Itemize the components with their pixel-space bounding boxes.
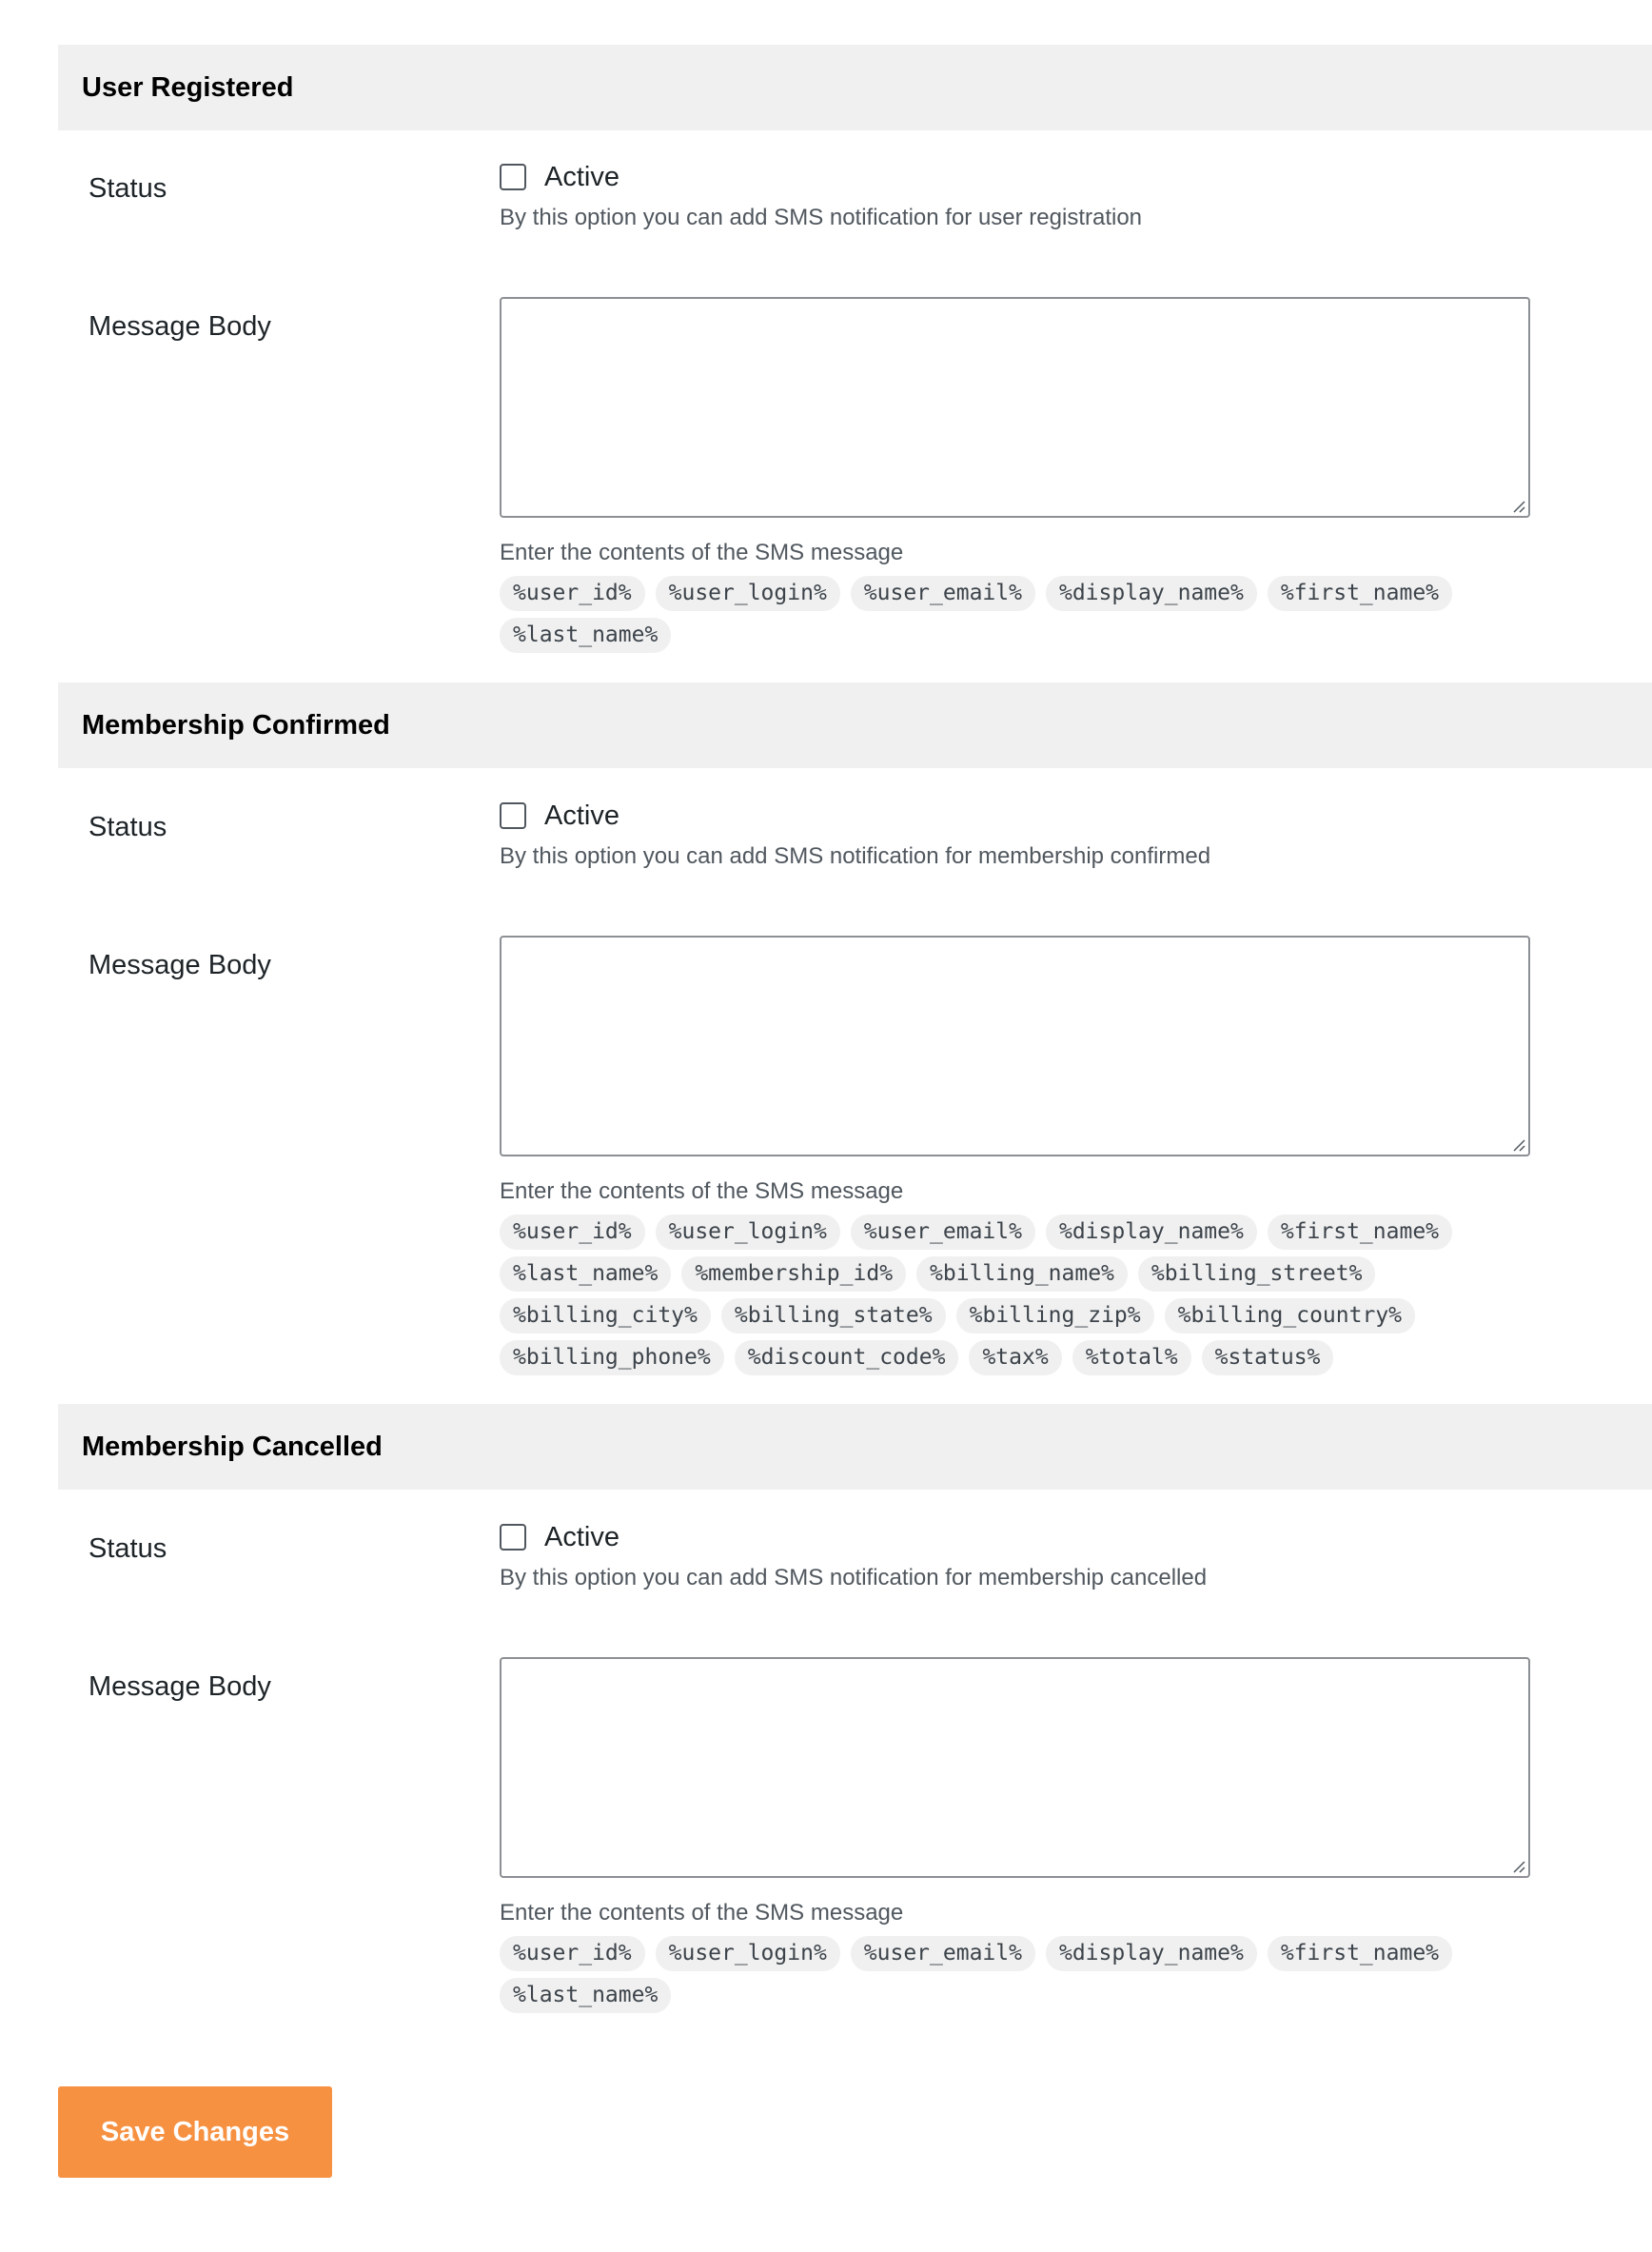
placeholder-tag: %first_name% [1268, 576, 1452, 611]
placeholder-tag: %billing_zip% [956, 1298, 1154, 1333]
section-header [58, 45, 1652, 130]
placeholder-tag: %first_name% [1268, 1936, 1452, 1971]
section-title: User Registered [82, 72, 294, 103]
placeholder-tag: %total% [1072, 1340, 1191, 1375]
placeholder-tag: %user_login% [656, 576, 840, 611]
status-help-text: By this option you can add SMS notification for user registration [500, 205, 1143, 230]
section-header [58, 682, 1652, 768]
placeholder-tag: %billing_state% [721, 1298, 946, 1333]
placeholder-tag: %display_name% [1046, 576, 1257, 611]
placeholder-tag: %user_login% [656, 1215, 840, 1250]
status-help-text: By this option you can add SMS notification for membership cancelled [500, 1565, 1208, 1590]
placeholder-tags [500, 576, 1508, 653]
placeholder-tag: %billing_city% [500, 1298, 711, 1333]
placeholder-tag: %last_name% [500, 1978, 671, 2013]
placeholder-tag: %membership_id% [681, 1256, 906, 1292]
placeholder-tag: %status% [1202, 1340, 1334, 1375]
message-body-textarea[interactable] [500, 936, 1530, 1156]
active-checkbox-label[interactable]: Active [544, 162, 620, 192]
status-label: Status [88, 1533, 167, 1564]
message-body-label: Message Body [88, 311, 271, 342]
placeholder-tag: %billing_name% [916, 1256, 1128, 1292]
placeholder-tag: %user_login% [656, 1936, 840, 1971]
resize-grip-icon[interactable] [1512, 500, 1525, 513]
message-body-help-text: Enter the contents of the SMS message [500, 1178, 904, 1204]
placeholder-tag: %billing_street% [1138, 1256, 1376, 1292]
active-checkbox[interactable] [500, 1524, 526, 1551]
placeholder-tags [500, 1936, 1508, 2013]
placeholder-tag: %user_email% [851, 576, 1035, 611]
placeholder-tag: %last_name% [500, 1256, 671, 1292]
active-checkbox-label[interactable]: Active [544, 800, 620, 831]
placeholder-tag: %display_name% [1046, 1215, 1257, 1250]
placeholder-tags [500, 1215, 1508, 1375]
section-title: Membership Confirmed [82, 710, 390, 741]
message-body-help-text: Enter the contents of the SMS message [500, 1900, 904, 1926]
save-changes-button[interactable]: Save Changes [58, 2086, 332, 2178]
status-help-text: By this option you can add SMS notification for membership confirmed [500, 843, 1211, 869]
message-body-label: Message Body [88, 1671, 271, 1702]
placeholder-tag: %user_email% [851, 1215, 1035, 1250]
active-checkbox[interactable] [500, 802, 526, 829]
message-body-help-text: Enter the contents of the SMS message [500, 540, 904, 565]
placeholder-tag: %user_email% [851, 1936, 1035, 1971]
placeholder-tag: %display_name% [1046, 1936, 1257, 1971]
placeholder-tag: %billing_country% [1165, 1298, 1415, 1333]
placeholder-tag: %billing_phone% [500, 1340, 724, 1375]
section-header [58, 1404, 1652, 1490]
placeholder-tag: %user_id% [500, 576, 645, 611]
placeholder-tag: %user_id% [500, 1215, 645, 1250]
active-checkbox-label[interactable]: Active [544, 1522, 620, 1552]
resize-grip-icon[interactable] [1512, 1860, 1525, 1873]
resize-grip-icon[interactable] [1512, 1138, 1525, 1152]
placeholder-tag: %tax% [969, 1340, 1061, 1375]
placeholder-tag: %user_id% [500, 1936, 645, 1971]
status-label: Status [88, 173, 167, 204]
message-body-textarea[interactable] [500, 1657, 1530, 1878]
placeholder-tag: %discount_code% [735, 1340, 959, 1375]
status-label: Status [88, 812, 167, 842]
active-checkbox[interactable] [500, 164, 526, 190]
message-body-label: Message Body [88, 950, 271, 980]
placeholder-tag: %first_name% [1268, 1215, 1452, 1250]
placeholder-tag: %last_name% [500, 618, 671, 653]
section-title: Membership Cancelled [82, 1432, 383, 1462]
message-body-textarea[interactable] [500, 297, 1530, 518]
